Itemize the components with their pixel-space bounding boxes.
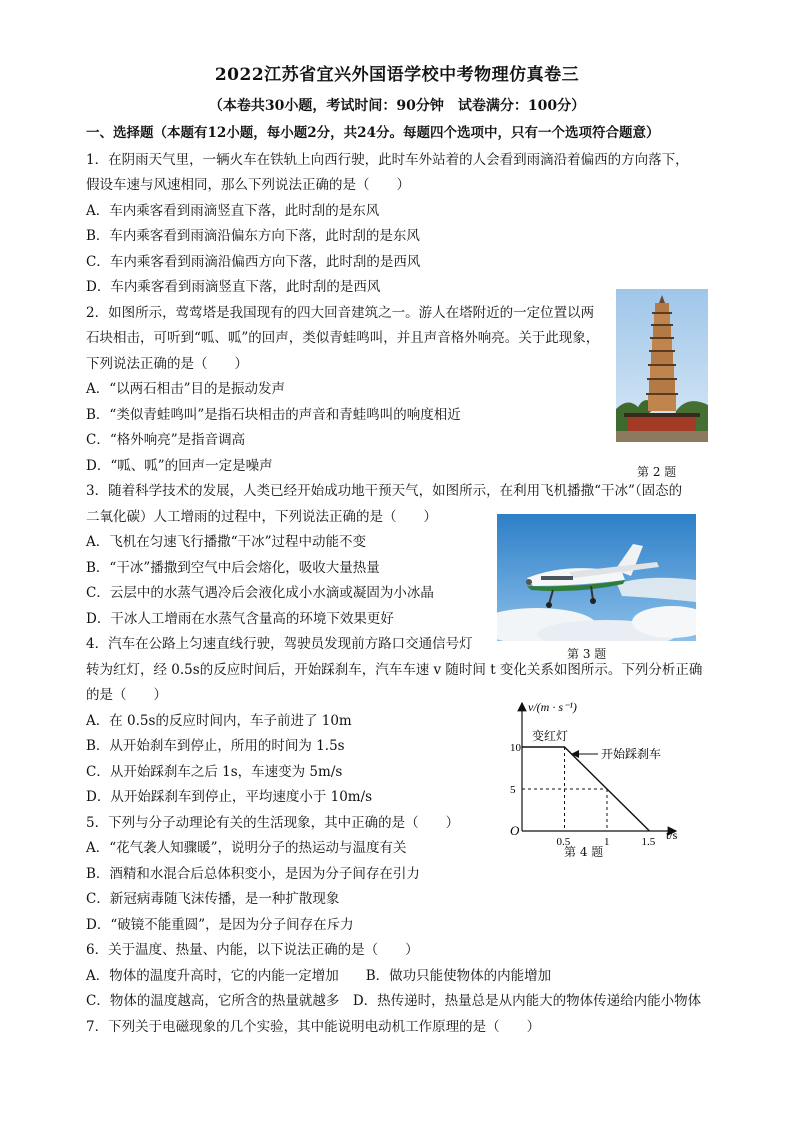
option-line: B．车内乘客看到雨滴沿偏东方向下落，此时刮的是东风 bbox=[86, 228, 420, 244]
option-line: D．干冰人工增雨在水蒸气含量高的环境下效果更好 bbox=[86, 611, 394, 627]
question-line: 假设车速与风速相同，那么下列说法正确的是（ ） bbox=[86, 177, 410, 193]
y-tick-label: 10 bbox=[510, 742, 521, 754]
option-line: C．从开始踩刹车之后 1s，车速变为 5m/s bbox=[86, 764, 343, 780]
question-line: 4．汽车在公路上匀速直线行驶，驾驶员发现前方路口交通信号灯 bbox=[86, 636, 473, 652]
y-tick-label: 5 bbox=[510, 784, 516, 796]
red-light-annotation: 变红灯 bbox=[532, 729, 569, 743]
option-line: A．飞机在匀速飞行播撒“干冰”过程中动能不变 bbox=[86, 534, 367, 550]
option-line: A．“以两石相击”目的是振动发声 bbox=[86, 381, 286, 397]
question-line: 1．在阴雨天气里，一辆火车在铁轨上向西行驶，此时车外站着的人会看到雨滴沿着偏西的方向落下， bbox=[86, 152, 689, 168]
option-line: D．车内乘客看到雨滴竖直下落，此时刮的是西风 bbox=[86, 279, 381, 295]
page-title: 2022江苏省宜兴外国语学校中考物理仿真卷三 bbox=[214, 65, 580, 85]
question-line: 7．下列关于电磁现象的几个实验，其中能说明电动机工作原理的是（ ） bbox=[86, 1019, 541, 1035]
option-line: C．“格外响亮”是指音调高 bbox=[86, 432, 246, 448]
y-axis-label: v/(m · s⁻¹) bbox=[528, 700, 577, 714]
option-line: B．“类似青蛙鸣叫”是指石块相击的声音和青蛙鸣叫的响度相近 bbox=[86, 407, 461, 423]
option-line: C．新冠病毒随飞沫传播，是一种扩散现象 bbox=[86, 891, 340, 907]
figure-caption: 第 3 题 bbox=[567, 647, 607, 661]
question-line: 石块相击，可听到“呱、呱”的回声，类似青蛙鸣叫，并且声音格外响亮。关于此现象， bbox=[86, 330, 600, 346]
question-line: 6．关于温度、热量、内能，以下说法正确的是（ ） bbox=[86, 942, 419, 958]
question-line: 2．如图所示，莺莺塔是我国现有的四大回音建筑之一。游人在塔附近的一定位置以两 bbox=[86, 305, 595, 321]
question-line: 5．下列与分子动理论有关的生活现象，其中正确的是（ ） bbox=[86, 815, 460, 831]
option-line: D．“呱、呱”的回声一定是噪声 bbox=[86, 458, 273, 474]
option-line: B．“干冰”播撒到空气中后会熔化，吸收大量热量 bbox=[86, 560, 380, 576]
brake-annotation: 开始踩刹车 bbox=[601, 747, 662, 761]
option-line: C．云层中的水蒸气遇冷后会液化成小水滴或凝固为小冰晶 bbox=[86, 585, 434, 601]
pagoda-photo bbox=[616, 289, 708, 442]
option-line: D．从开始踩刹车到停止，平均速度小于 10m/s bbox=[86, 789, 373, 805]
option-line: A．车内乘客看到雨滴竖直下落，此时刮的是东风 bbox=[86, 203, 380, 219]
x-tick-label: 1.5 bbox=[641, 836, 656, 848]
option-line: B．酒精和水混合后总体积变小，是因为分子间存在引力 bbox=[86, 866, 420, 882]
figure-caption: 第 4 题 bbox=[564, 845, 604, 859]
option-line: B．从开始刹车到停止，所用的时间为 1.5s bbox=[86, 738, 345, 754]
option-line: C．物体的温度越高，它所含的热量就越多 D．热传递时，热量总是从内能大的物体传递给内能小物体 bbox=[86, 993, 702, 1009]
question-line: 3．随着科学技术的发展，人类已经开始成功地干预天气，如图所示，在利用飞机播撒“干冰”（固态的 bbox=[86, 483, 683, 499]
option-line: A．在 0.5s的反应时间内，车子前进了 10m bbox=[86, 713, 352, 729]
velocity-time-chart bbox=[500, 695, 700, 860]
question-line: 转为红灯，经 0.5s的反应时间后，开始踩刹车，汽车车速 v 随时间 t 变化关系如图所示。下列分析正确 bbox=[86, 662, 703, 678]
x-tick-label: 1 bbox=[604, 836, 610, 848]
option-line: C．车内乘客看到雨滴沿偏西方向下落，此时刮的是西风 bbox=[86, 254, 421, 270]
question-line: 的是（ ） bbox=[86, 687, 167, 703]
origin-label: O bbox=[510, 823, 520, 838]
x-axis-label: t/s bbox=[666, 828, 678, 842]
airplane-photo bbox=[497, 514, 696, 641]
option-line: A．物体的温度升高时，它的内能一定增加 B．做功只能使物体的内能增加 bbox=[86, 968, 552, 984]
question-line: 二氧化碳）人工增雨的过程中，下列说法正确的是（ ） bbox=[86, 509, 437, 525]
option-line: D．“破镜不能重圆”，是因为分子间存在斥力 bbox=[86, 917, 354, 933]
page-subtitle: （本卷共30小题，考试时间：90分钟 试卷满分：100分） bbox=[208, 98, 586, 114]
figure-caption: 第 2 题 bbox=[637, 465, 677, 479]
option-line: A．“花气袭人知骤暖”，说明分子的热运动与温度有关 bbox=[86, 840, 407, 856]
question-line: 下列说法正确的是（ ） bbox=[86, 356, 248, 372]
x-tick-label: 0.5 bbox=[556, 836, 571, 848]
section-heading: 一、选择题（本题有12小题，每小题2分，共24分。每题四个选项中，只有一个选项符合题意） bbox=[86, 125, 660, 141]
